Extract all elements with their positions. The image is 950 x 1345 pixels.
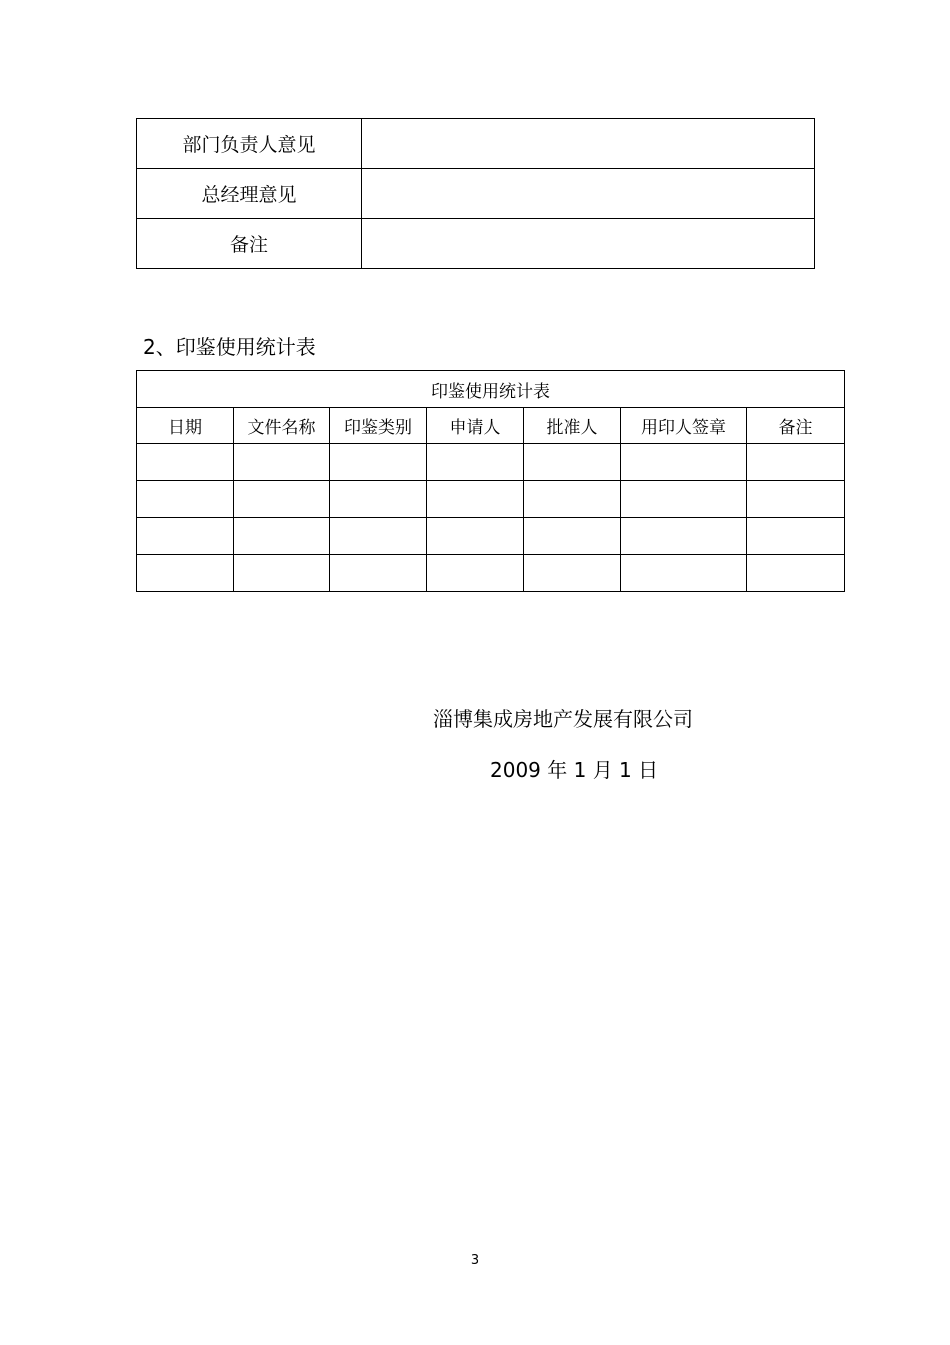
table-row [137,555,845,592]
table-cell [234,481,330,518]
column-header-date: 日期 [137,408,234,444]
table-cell [747,518,845,555]
column-header-document-name: 文件名称 [234,408,330,444]
approval-label-remarks: 备注 [137,219,362,269]
table-row [137,219,815,269]
table-cell [524,555,621,592]
table-cell [747,444,845,481]
table-cell [137,444,234,481]
table-cell [524,518,621,555]
column-header-remarks: 备注 [747,408,845,444]
approval-table [136,118,815,269]
approval-value-remarks [362,219,815,269]
table-cell [747,481,845,518]
column-header-applicant: 申请人 [427,408,524,444]
column-header-seal-type: 印鉴类别 [330,408,427,444]
section-heading: 2、印鉴使用统计表 [143,335,316,359]
table-row [137,119,815,169]
table-cell [427,444,524,481]
table-cell [621,555,747,592]
table-cell [427,481,524,518]
table-caption-row [137,371,845,408]
approval-value-general-manager [362,169,815,219]
table-cell [234,555,330,592]
table-header-row [137,408,845,444]
approval-value-department-head [362,119,815,169]
table-cell [427,555,524,592]
table-cell [330,481,427,518]
table-row [137,518,845,555]
signature-date: 2009 年 1 月 1 日 [490,758,659,782]
table-cell [621,481,747,518]
column-header-approver: 批准人 [524,408,621,444]
page-number: 3 [470,1253,480,1268]
table-cell [524,444,621,481]
table-cell [330,518,427,555]
company-name: 淄博集成房地产发展有限公司 [433,707,693,731]
table-cell [234,444,330,481]
table-cell [137,481,234,518]
column-header-stamper-signature: 用印人签章 [621,408,747,444]
table-row [137,481,845,518]
table-row [137,444,845,481]
table-row [137,169,815,219]
table-cell [137,518,234,555]
table-cell [747,555,845,592]
approval-label-department-head: 部门负责人意见 [137,119,362,169]
table-cell [621,444,747,481]
table-cell [330,444,427,481]
table-cell [524,481,621,518]
approval-label-general-manager: 总经理意见 [137,169,362,219]
table-cell [330,555,427,592]
table-cell [234,518,330,555]
table-caption: 印鉴使用统计表 [137,371,845,408]
table-cell [137,555,234,592]
table-cell [427,518,524,555]
seal-usage-table [136,370,845,592]
table-cell [621,518,747,555]
